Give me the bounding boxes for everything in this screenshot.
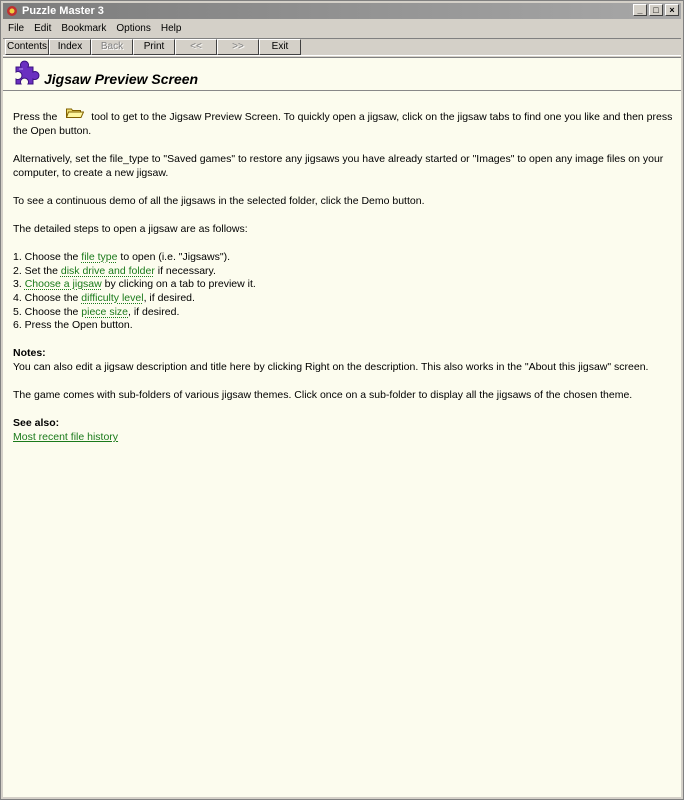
menu-edit[interactable]: Edit — [34, 23, 52, 34]
next-topic-button[interactable]: >> — [217, 39, 259, 55]
app-icon — [6, 5, 18, 17]
steps-intro: The detailed steps to open a jigsaw are as follows: — [13, 223, 248, 235]
notes-paragraph-2: The game comes with sub-folders of various jigsaw themes. Click once on a sub-folder to display all the jigsaws of the chosen theme. — [13, 389, 633, 402]
choose-jigsaw-link[interactable]: Choose a jigsaw — [24, 278, 102, 291]
step-text: to open (i.e. "Jigsaws"). — [117, 251, 230, 263]
step-text: , if desired. — [128, 305, 180, 318]
close-button[interactable]: × — [665, 4, 679, 16]
notes-heading-text: Notes: — [13, 347, 46, 360]
notes-heading — [13, 346, 673, 360]
open-folder-icon — [66, 107, 84, 118]
file-type-link[interactable]: file type — [81, 251, 118, 263]
step-text: 3. — [13, 278, 25, 291]
previous-topic-button[interactable]: << — [175, 39, 217, 55]
topic-body — [13, 107, 673, 444]
menu-help[interactable]: Help — [160, 23, 182, 34]
most-recent-file-history-link[interactable]: Most recent file history — [13, 431, 119, 444]
list-item — [13, 277, 673, 291]
topic-header — [3, 58, 681, 91]
step-text: 1. Choose the — [13, 251, 82, 263]
window-title: Puzzle Master 3 — [22, 5, 104, 17]
intro-text-a: Press the — [13, 111, 58, 123]
maximize-button[interactable]: □ — [649, 4, 663, 16]
help-content[interactable] — [3, 57, 681, 797]
help-toolbar — [3, 38, 681, 56]
intro-paragraph — [13, 107, 673, 138]
piece-size-link[interactable]: piece size — [81, 305, 128, 318]
list-item — [13, 291, 673, 305]
see-also-heading — [13, 416, 673, 430]
step-text: , if desired. — [143, 292, 195, 305]
step-text: if necessary. — [154, 264, 216, 277]
step-text: 2. Set the — [13, 264, 61, 277]
list-item — [13, 250, 673, 264]
list-item — [13, 264, 673, 278]
demo-paragraph: To see a continuous demo of all the jigsaws in the selected folder, click the Demo button. — [13, 195, 425, 207]
alternative-paragraph: Alternatively, set the file_type to "Saved games" to restore any jigsaws you have already started or "Images" to open any image files on your computer, to create a new jigsaw. — [13, 153, 664, 179]
menu-options[interactable]: Options — [116, 23, 151, 34]
list-item — [13, 318, 673, 332]
steps-list — [13, 250, 673, 332]
puzzle-piece-icon — [11, 59, 41, 87]
print-button[interactable]: Print — [133, 39, 175, 55]
index-button[interactable]: Index — [49, 39, 91, 55]
contents-button[interactable]: Contents — [5, 39, 49, 55]
step-text: by clicking on a tab to preview it. — [101, 278, 256, 291]
exit-button[interactable]: Exit — [259, 39, 301, 55]
notes-paragraph-1: You can also edit a jigsaw description and title here by clicking Right on the description. This also works in the "About this jigsaw" screen. — [13, 361, 649, 374]
difficulty-level-link[interactable]: difficulty level — [81, 292, 144, 305]
disk-drive-folder-link[interactable]: disk drive and folder — [60, 264, 155, 277]
step-text: 6. Press the Open button. — [13, 319, 133, 332]
title-bar[interactable] — [3, 3, 681, 19]
menu-file[interactable]: File — [8, 23, 25, 34]
minimize-button[interactable]: _ — [633, 4, 647, 16]
back-button[interactable]: Back — [91, 39, 133, 55]
see-also-heading-text: See also: — [13, 417, 60, 430]
page-title: Jigsaw Preview Screen — [44, 71, 199, 87]
menu-bookmark[interactable]: Bookmark — [61, 23, 107, 34]
step-text: 5. Choose the — [13, 305, 82, 318]
menu-bar — [3, 20, 681, 37]
list-item — [13, 305, 673, 319]
intro-text-b: tool to get to the Jigsaw Preview Screen. To quickly open a jigsaw, click on the jigsaw tabs to find one you like and then press the Open button. — [13, 111, 673, 137]
step-text: 4. Choose the — [13, 292, 82, 305]
